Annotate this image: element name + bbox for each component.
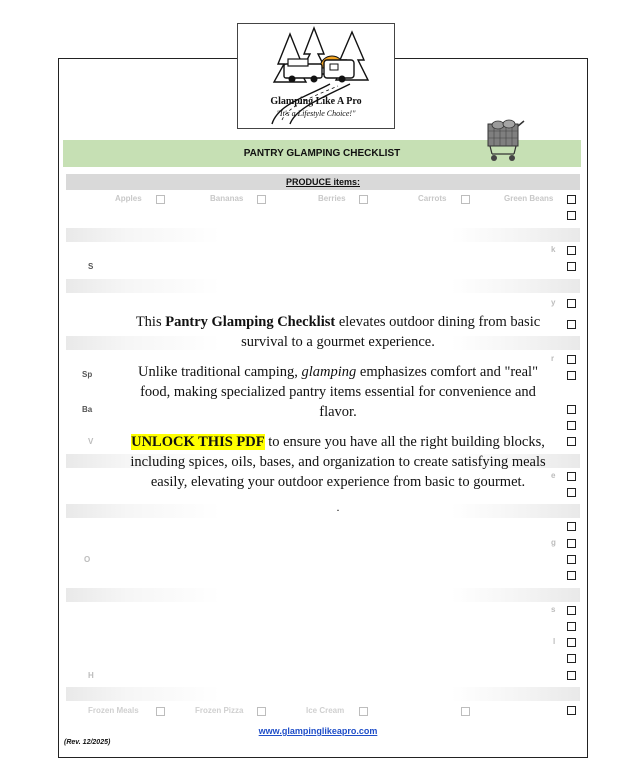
produce-row xyxy=(0,194,636,208)
logo-title: Glamping Like A Pro xyxy=(270,96,362,107)
unlock-pdf-link[interactable]: UNLOCK THIS PDF xyxy=(131,434,265,450)
list-item: Green Beans xyxy=(504,194,554,203)
logo xyxy=(237,23,395,129)
section-band xyxy=(66,588,580,602)
overlay-paragraph-3 xyxy=(128,432,548,492)
checkbox[interactable] xyxy=(257,707,266,716)
produce-section-header: PRODUCE items: xyxy=(66,174,580,190)
overlay-text: This xyxy=(135,314,166,330)
list-item: Apples xyxy=(115,194,142,203)
checkbox[interactable] xyxy=(567,606,576,615)
revision-label: (Rev. 12/2025) xyxy=(64,739,111,746)
partial-label: O xyxy=(84,555,91,564)
partial-label: S xyxy=(88,262,94,271)
partial-label: Ba xyxy=(82,405,93,414)
partial-label: l xyxy=(553,637,556,646)
shopping-cart-icon xyxy=(482,118,528,164)
partial-label: g xyxy=(551,538,556,547)
checkbox[interactable] xyxy=(567,211,576,220)
list-item: Carrots xyxy=(418,194,447,203)
checkbox[interactable] xyxy=(359,707,368,716)
checkbox[interactable] xyxy=(567,555,576,564)
checkbox[interactable] xyxy=(567,638,576,647)
checkbox[interactable] xyxy=(567,299,576,308)
website-link[interactable]: www.glampinglikeapro.com xyxy=(258,726,378,736)
checkbox[interactable] xyxy=(257,195,266,204)
section-band xyxy=(66,687,580,701)
checkbox[interactable] xyxy=(567,262,576,271)
logo-tagline: "It's a Lifestyle Choice!" xyxy=(276,109,356,118)
checkbox[interactable] xyxy=(567,195,576,204)
list-item: Frozen Meals xyxy=(88,706,139,715)
partial-label: e xyxy=(551,471,556,480)
checkbox[interactable] xyxy=(567,371,576,380)
checkbox[interactable] xyxy=(567,654,576,663)
overlay-text: elevates outdoor dining from basic survival to a gourmet experience. xyxy=(241,314,541,350)
checkbox[interactable] xyxy=(567,421,576,430)
checkbox[interactable] xyxy=(359,195,368,204)
partial-label: s xyxy=(551,605,556,614)
checkbox[interactable] xyxy=(156,195,165,204)
checkbox[interactable] xyxy=(567,355,576,364)
checkbox[interactable] xyxy=(567,320,576,329)
overlay-text: Unlike traditional camping, xyxy=(137,364,302,380)
list-item: Bananas xyxy=(210,194,244,203)
checkbox[interactable] xyxy=(567,539,576,548)
partial-label: k xyxy=(551,245,556,254)
list-item: Frozen Pizza xyxy=(195,706,244,715)
overlay-emphasis: glamping xyxy=(301,364,357,380)
checkbox[interactable] xyxy=(567,405,576,414)
overlay-dot: . xyxy=(336,500,340,514)
section-band xyxy=(66,279,580,293)
frozen-row xyxy=(0,706,636,718)
unlock-overlay xyxy=(128,312,548,512)
checkbox[interactable] xyxy=(567,488,576,497)
checkbox[interactable] xyxy=(567,622,576,631)
overlay-text: to ensure you have all the right building blocks, including spices, oils, bases, and organization to create satisfying meals easily, elevating your outdoor experience from basic to gourmet. xyxy=(130,434,546,490)
checklist-name: Pantry Glamping Checklist xyxy=(165,314,336,330)
checkbox[interactable] xyxy=(567,571,576,580)
list-item: Ice Cream xyxy=(306,706,345,715)
overlay-paragraph-1 xyxy=(128,312,548,352)
partial-label: H xyxy=(88,671,94,680)
overlay-text: emphasizes comfort and "real" food, making specialized pantry items essential for convenience and flavor. xyxy=(140,364,539,420)
overlay-paragraph-2 xyxy=(128,362,548,422)
checkbox[interactable] xyxy=(461,195,470,204)
checkbox[interactable] xyxy=(567,437,576,446)
checkbox[interactable] xyxy=(567,246,576,255)
partial-label: r xyxy=(551,354,555,363)
checklist-title: PANTRY GLAMPING CHECKLIST xyxy=(63,140,581,167)
checkbox[interactable] xyxy=(156,707,165,716)
checkbox[interactable] xyxy=(567,472,576,481)
section-band xyxy=(66,228,580,242)
partial-label: Sp xyxy=(82,370,93,379)
checkbox[interactable] xyxy=(567,671,576,680)
checkbox[interactable] xyxy=(461,707,470,716)
partial-label: y xyxy=(551,298,556,307)
partial-label: V xyxy=(88,437,94,446)
checkbox[interactable] xyxy=(567,522,576,531)
list-item: Berries xyxy=(318,194,346,203)
